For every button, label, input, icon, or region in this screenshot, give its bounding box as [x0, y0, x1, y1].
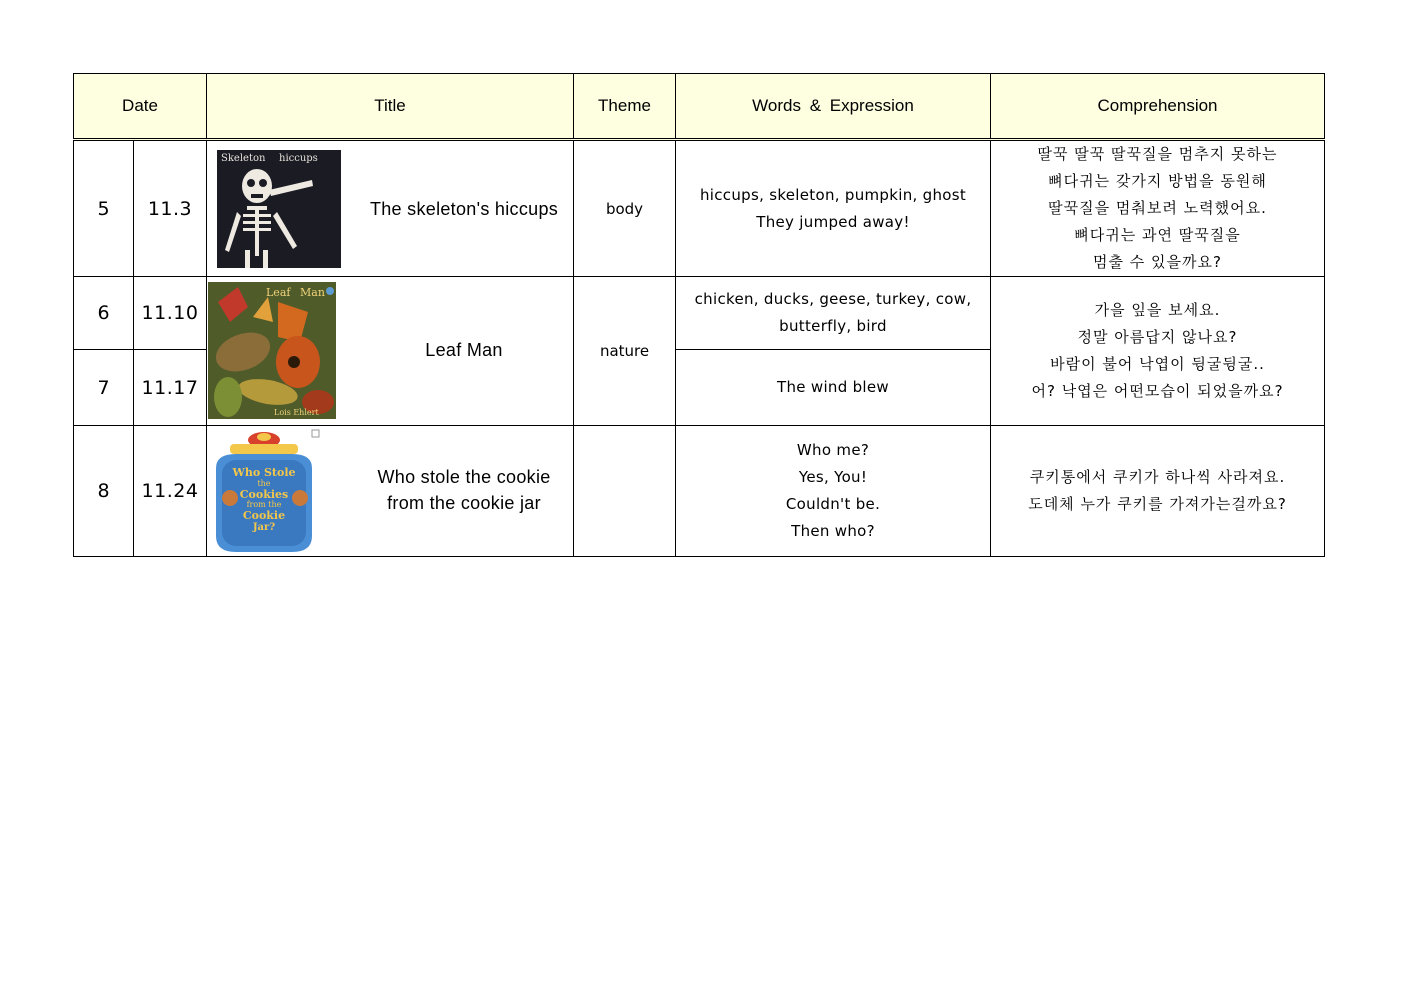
row-number: 7	[74, 350, 134, 426]
row-theme: nature	[574, 277, 676, 426]
words-line: hiccups, skeleton, pumpkin, ghost	[699, 185, 967, 204]
leaves-illustration	[208, 282, 336, 419]
row-comprehension	[991, 426, 1325, 557]
book-title	[359, 464, 569, 516]
book-title: Leaf Man	[425, 340, 503, 360]
skeleton-illustration	[217, 150, 341, 268]
row-date: 11.10	[134, 277, 207, 350]
words-line: butterfly, bird	[779, 317, 887, 335]
comp-line: 딸꾹 딸꾹 딸꾹질을 멈추지 못하는	[1037, 145, 1278, 163]
cookie-jar-illustration	[208, 428, 326, 554]
cover-title-6: Jar?	[252, 522, 276, 533]
book-cover-leafman	[208, 282, 336, 419]
row-theme: body	[574, 140, 676, 277]
comp-line: 뼈다귀는 갖가지 방법을 동원해	[1048, 172, 1267, 190]
comp-line: 뼈다귀는 과연 딸꾹질을	[1074, 226, 1241, 244]
book-cover-skeleton	[217, 150, 341, 268]
cover-title-1: Who Stole	[232, 466, 296, 479]
title-cell	[207, 140, 574, 277]
words-line: The wind blew	[777, 378, 889, 396]
table-row	[74, 277, 1325, 350]
reading-schedule-table	[73, 73, 1325, 557]
words-line: Couldn't be.	[785, 495, 881, 513]
row-words	[676, 140, 991, 277]
words-line: Who me?	[796, 441, 870, 459]
comp-line: 가을 잎을 보세요.	[1094, 301, 1221, 319]
comp-line: 정말 아름답지 않나요?	[1077, 328, 1238, 346]
row-date: 11.17	[134, 350, 207, 426]
header-theme: Theme	[574, 74, 676, 140]
comp-line: 어? 낙엽은 어떤모습이 되었을까요?	[1031, 382, 1284, 400]
comp-line: 딸꾹질을 멈춰보려 노력했어요.	[1048, 199, 1267, 217]
row-words	[676, 426, 991, 557]
cover-author: Lois Ehlert	[274, 408, 319, 417]
words-line: chicken, ducks, geese, turkey, cow,	[694, 290, 972, 308]
cover-title-3: Cookies	[239, 488, 289, 501]
row-number: 8	[74, 426, 134, 557]
cover-title-1: Skeleton	[221, 153, 266, 164]
book-title: The skeleton's hiccups	[369, 199, 559, 219]
row-number: 5	[74, 140, 134, 277]
table-row	[74, 426, 1325, 557]
comp-line: 멈출 수 있을까요?	[1093, 253, 1222, 271]
title-cell	[207, 277, 574, 426]
book-cover-cookie-jar	[208, 428, 326, 554]
cover-title-2: Man	[300, 286, 325, 299]
header-words: Words & Expression	[676, 74, 991, 140]
comp-line: 바람이 불어 낙엽이 뒹굴뒹굴..	[1050, 355, 1265, 373]
title-cell	[207, 426, 574, 557]
cover-title-5: Cookie	[242, 509, 286, 522]
comp-line: 쿠키통에서 쿠키가 하나씩 사라져요.	[1029, 468, 1286, 486]
row-number: 6	[74, 277, 134, 350]
words-line: Yes, You!	[798, 468, 868, 486]
header-comprehension: Comprehension	[991, 74, 1325, 140]
book-title-line: from the cookie jar	[387, 493, 541, 513]
cover-title-1: Leaf	[266, 286, 291, 299]
row-theme	[574, 426, 676, 557]
cover-title-2: the	[257, 479, 271, 488]
cover-title-4: from the	[246, 500, 282, 509]
row-words	[676, 277, 991, 350]
words-line: They jumped away!	[756, 212, 910, 231]
header-title: Title	[207, 74, 574, 140]
table-row	[74, 140, 1325, 277]
words-line: Then who?	[791, 522, 875, 540]
row-date: 11.24	[134, 426, 207, 557]
header-date: Date	[74, 74, 207, 140]
row-words	[676, 350, 991, 426]
header-row	[74, 74, 1325, 140]
cover-title-2: hiccups	[279, 153, 318, 164]
row-comprehension	[991, 140, 1325, 277]
book-title-line: Who stole the cookie	[377, 467, 551, 487]
row-comprehension	[991, 277, 1325, 426]
comp-line: 도데체 누가 쿠키를 가져가는걸까요?	[1028, 495, 1287, 513]
row-date: 11.3	[134, 140, 207, 277]
